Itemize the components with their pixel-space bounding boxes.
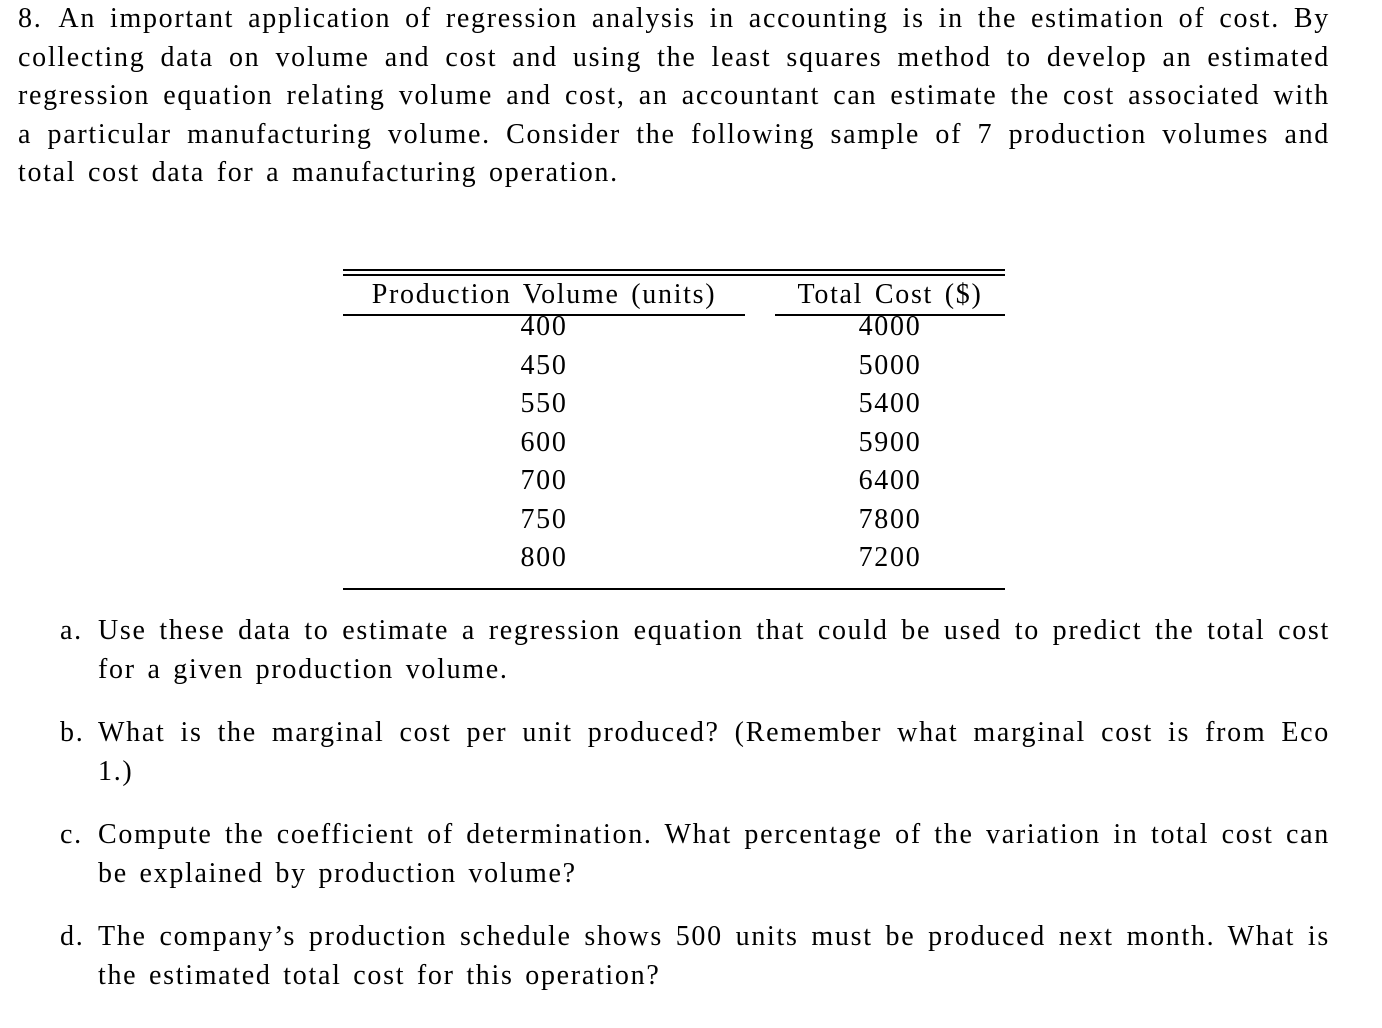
table-row [343, 347, 1005, 386]
problem-intro-text: An important application of regression analysis in accounting is in the estimation of cost. By collecting data on volume and cost and using the least squares method to develop an estimated regression equation relating volume and cost, an accountant can estimate the cost associated with a particular manufacturing volume. Consider the following sample of 7 production volumes and total cost data for a manufacturing operation. [18, 3, 1330, 188]
question-text-c: Compute the coefficient of determination. What percentage of the variation in total cost can be explained by production volume? [98, 819, 1330, 889]
production-volume-value: 700 [520, 465, 568, 496]
total-cost-value: 5900 [858, 426, 922, 458]
column-header-production-volume: Production Volume (units) [343, 276, 745, 316]
column-header-total-cost: Total Cost ($) [775, 276, 1005, 316]
question-label-d: d. [60, 921, 85, 952]
production-volume-value: 800 [520, 542, 568, 573]
table-row [343, 424, 1005, 463]
total-cost-value: 7800 [858, 503, 922, 535]
question-item-d [0, 918, 1330, 995]
table-body [343, 308, 1005, 578]
question-item-b [0, 714, 1330, 791]
production-volume-value: 550 [520, 388, 568, 419]
question-text-b: What is the marginal cost per unit produced? (Remember what marginal cost is from Eco 1.) [98, 717, 1330, 787]
production-volume-value: 450 [520, 349, 568, 381]
table-bottom-rule [343, 588, 1005, 590]
question-label-c: c. [60, 819, 83, 850]
question-list [0, 612, 1330, 1020]
table-row [343, 385, 1005, 424]
production-volume-value: 600 [520, 426, 568, 458]
problem-statement [18, 0, 1330, 193]
table-row [343, 308, 1005, 347]
total-cost-value: 5400 [858, 388, 922, 419]
question-item-a [0, 612, 1330, 689]
question-text-a: Use these data to estimate a regression equation that could be used to predict the total cost for a given production volume. [98, 615, 1330, 685]
table-row [343, 501, 1005, 540]
production-volume-value: 750 [520, 503, 568, 535]
production-volume-value: 400 [520, 311, 568, 342]
question-text-d: The company’s production schedule shows 500 units must be produced next month. What is the estimated total cost for this operation? [98, 921, 1330, 991]
problem-number: 8. [18, 3, 43, 34]
total-cost-value: 7200 [858, 542, 922, 573]
question-label-a: a. [60, 615, 83, 646]
total-cost-value: 5000 [858, 349, 922, 381]
table-row [343, 462, 1005, 501]
table-row [343, 539, 1005, 578]
question-item-c [0, 816, 1330, 893]
question-label-b: b. [60, 717, 85, 748]
total-cost-value: 4000 [858, 311, 922, 342]
table-top-rule [343, 269, 1005, 276]
data-table [343, 269, 1005, 590]
total-cost-value: 6400 [858, 465, 922, 496]
